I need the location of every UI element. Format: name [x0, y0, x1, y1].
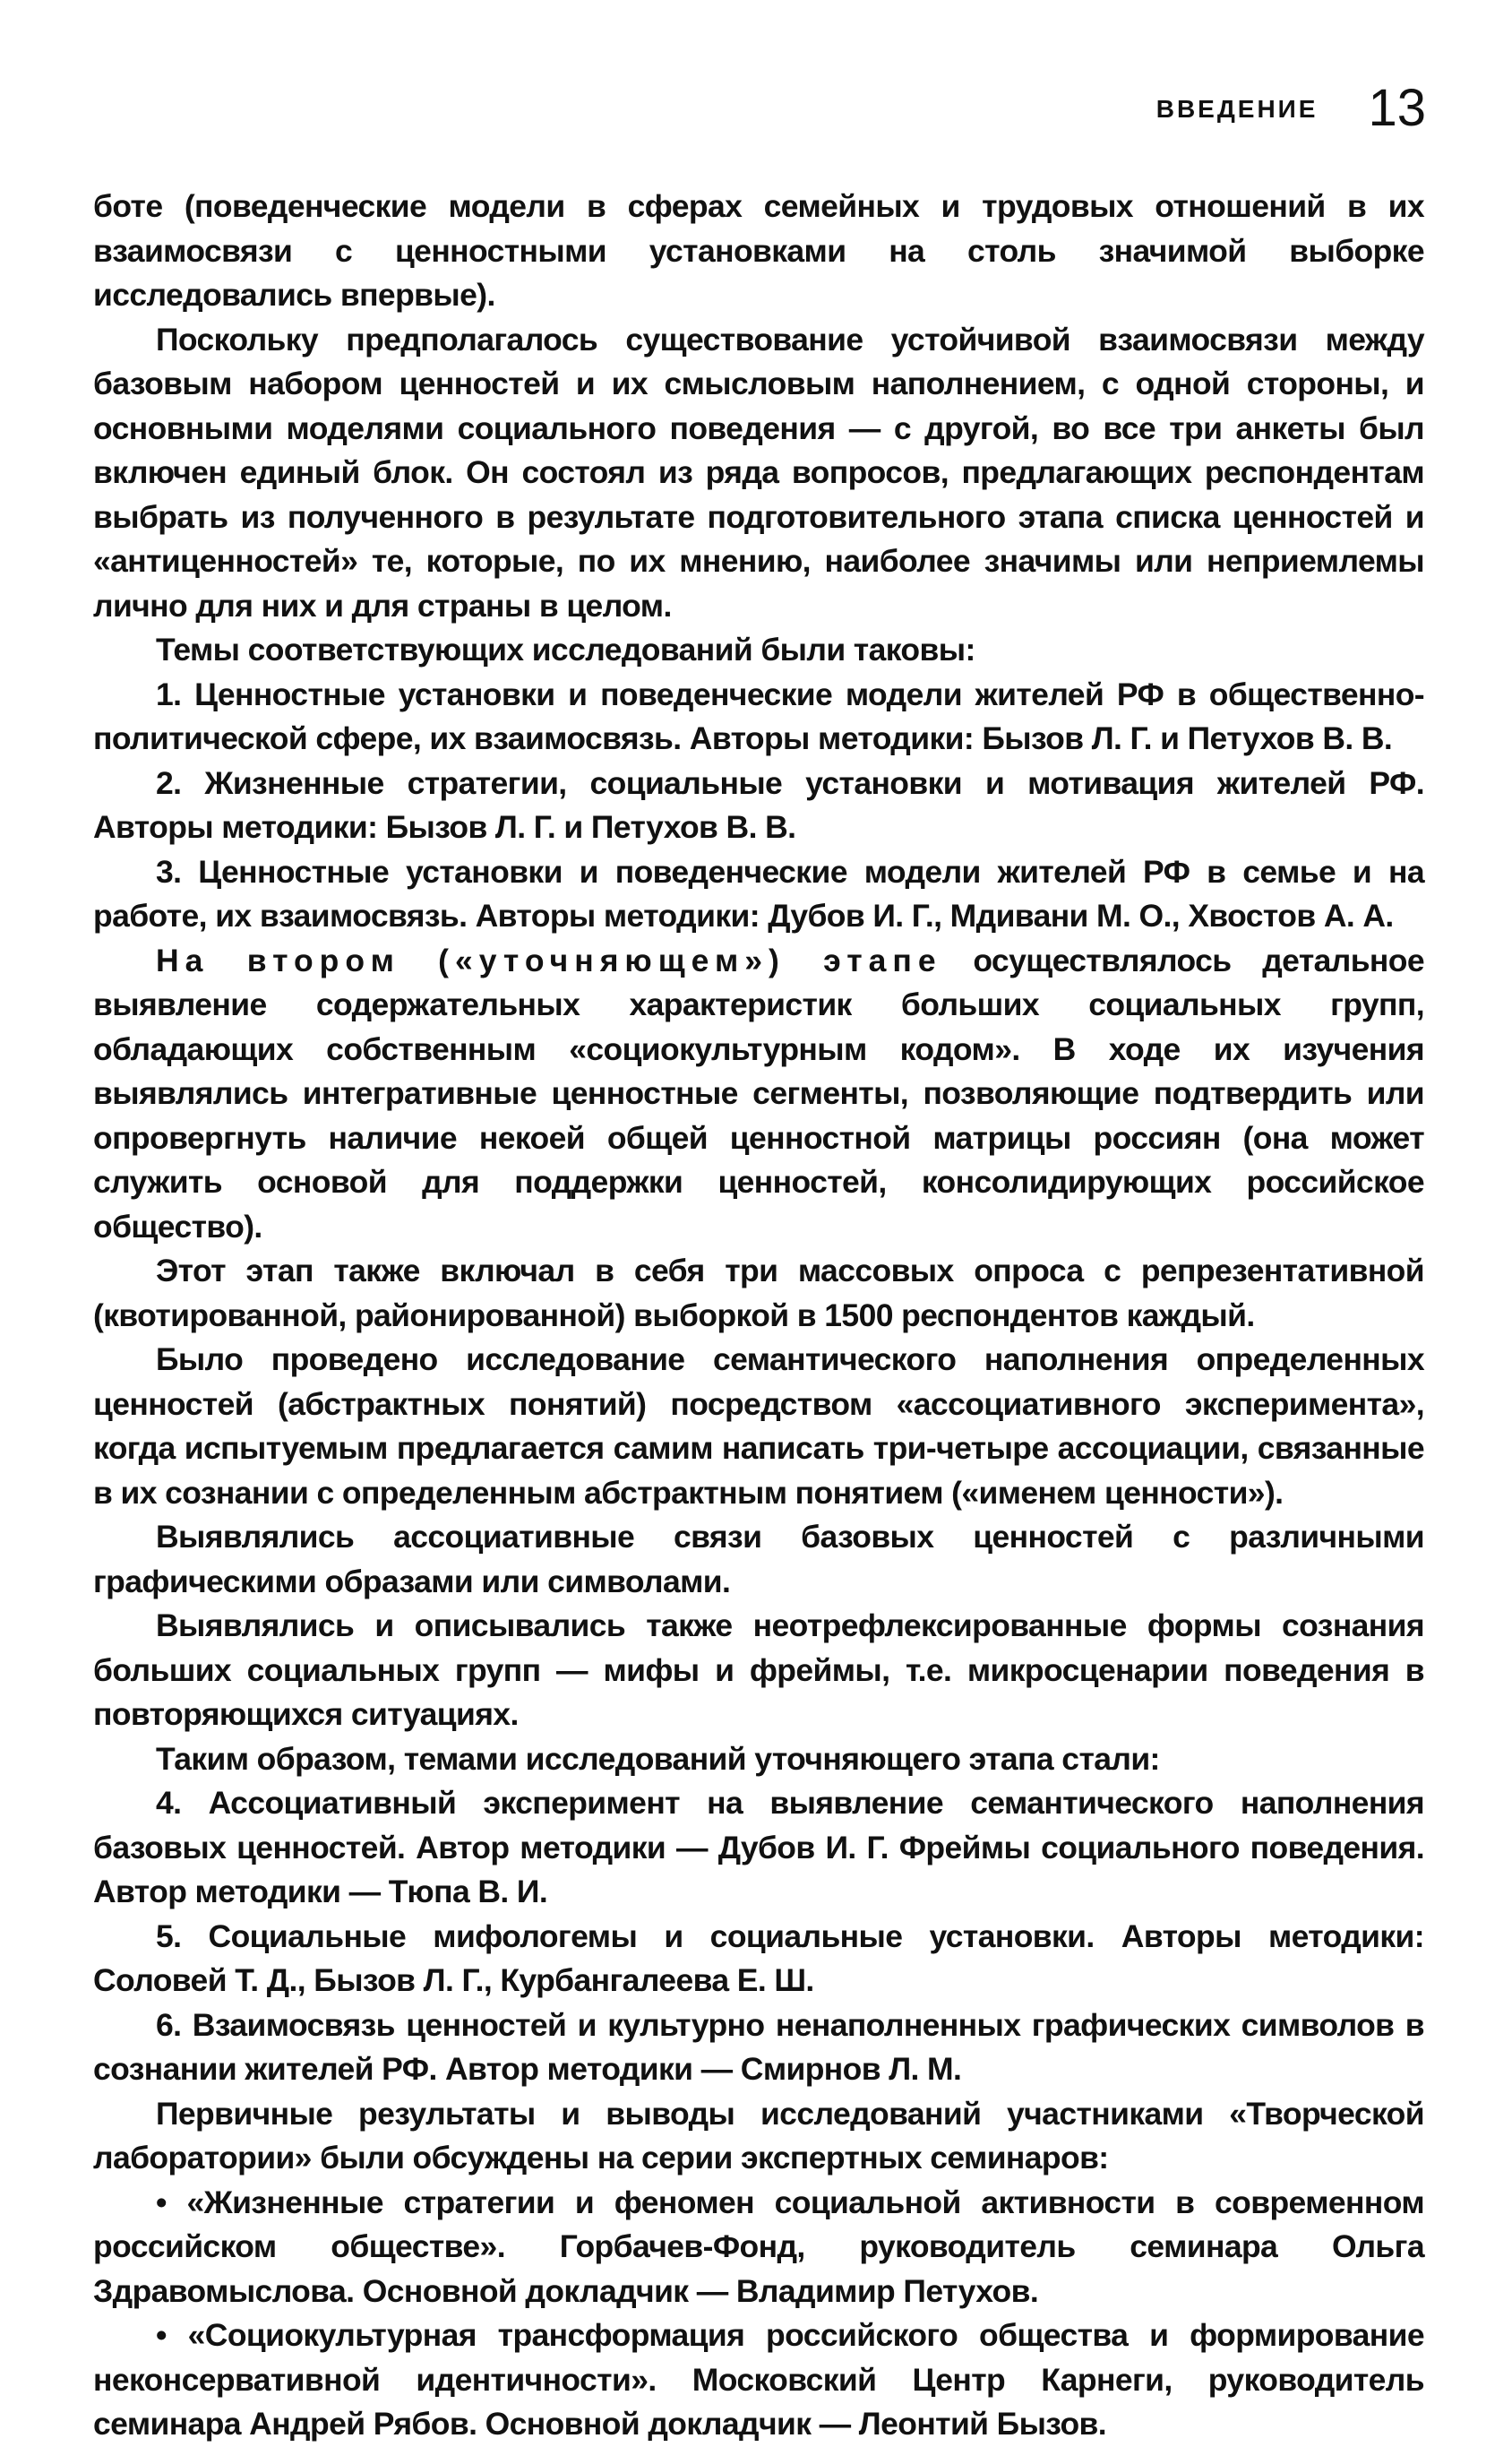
- list-item-topic-4: 4. Ассоциативный эксперимент на выявление семантического наполнения базовых ценностей. Автор методики — Дубов И. Г. Фреймы социального поведения. Автор методики — Тюпа В. И.: [93, 1785, 1424, 1909]
- second-stage-lead: На втором («уточняющем») этапе: [156, 942, 942, 978]
- paragraph-second-stage: [93, 939, 1424, 1250]
- list-item-seminar-1: • «Жизненные стратегии и феномен социальной активности в современном российском обществе». Горбачев-Фонд, руководитель семинара Ольга Здравомыслова. Основной докладчик — Владимир Петухов.: [93, 2184, 1424, 2309]
- list-item-topic-1: 1. Ценностные установки и поведенческие модели жителей РФ в общественно-политической сфере, их взаимосвязь. Авторы методики: Бызов Л. Г. и Петухов В. В.: [93, 676, 1424, 756]
- paragraph-graphic-links: Выявлялись ассоциативные связи базовых ценностей с различными графическими образами или символами.: [93, 1519, 1424, 1599]
- paragraph-unified-block: Поскольку предполагалось существование устойчивой взаимосвязи между базовым набором ценностей и их смысловым наполнением, с одной стороны, и основными моделями социального поведения — с другой, во все три анкеты был включен единый блок. Он состоял из ряда вопросов, предлагающих респондентам выбрать из полученного в результате подготовительного этапа списка ценностей и «антиценностей» те, которые, по их мнению, наиболее значимы или неприемлемы лично для них и для страны в целом.: [93, 321, 1424, 624]
- second-stage-rest: осуществлялось детальное выявление содержательных характеристик больших социальных групп, обладающих собственным «социокультурным кодом». В ходе их изучения выявлялись интегративные ценностные сегменты, позволяющие подтвердить или опровергнуть наличие некоей общей ценностной матрицы россиян (она может служить основой для поддержки ценностей, консолидирующих российское общество).: [93, 942, 1424, 1245]
- paragraph-seminars-intro: Первичные результаты и выводы исследований участниками «Творческой лаборатории» были обсуждены на серии экспертных семинаров:: [93, 2095, 1424, 2176]
- list-item-topic-5: 5. Социальные мифологемы и социальные установки. Авторы методики: Соловей Т. Д., Бызов Л. Г., Курбангалеева Е. Ш.: [93, 1917, 1424, 1998]
- page-number: 13: [1368, 79, 1426, 137]
- list-item-topic-6: 6. Взаимосвязь ценностей и культурно ненаполненных графических символов в сознании жителей РФ. Автор методики — Смирнов Л. М.: [93, 2006, 1424, 2087]
- paragraph-three-surveys: Этот этап также включал в себя три массовых опроса с репрезентативной (квотированной, районированной) выборкой в 1500 респондентов каждый.: [93, 1253, 1424, 1333]
- running-header: [1155, 79, 1426, 137]
- paragraph-continued: боте (поведенческие модели в сферах семейных и трудовых отношений в их взаимосвязи с ценностными установками на столь значимой выборке исследовались впервые).: [93, 188, 1424, 313]
- list-item-seminar-2: • «Социокультурная трансформация российского общества и формирование неконсервативной идентичности». Московский Центр Карнеги, руководитель семинара Андрей Рябов. Основной докладчик — Леонтий Бызов.: [93, 2317, 1424, 2442]
- paragraph-myths-frames: Выявлялись и описывались также неотрефлексированные формы сознания больших социальных групп — мифы и фреймы, т.е. микросценарии поведения в повторяющихся ситуациях.: [93, 1607, 1424, 1732]
- paragraph-second-topics-intro: Таким образом, темами исследований уточняющего этапа стали:: [156, 1740, 1160, 1777]
- list-item-topic-2: 2. Жизненные стратегии, социальные установки и мотивация жителей РФ. Авторы методики: Бызов Л. Г. и Петухов В. В.: [93, 764, 1424, 845]
- paragraph-topics-intro: Темы соответствующих исследований были таковы:: [156, 632, 975, 668]
- body-text: [93, 185, 1424, 2447]
- list-item-topic-3: 3. Ценностные установки и поведенческие модели жителей РФ в семье и на работе, их взаимосвязь. Авторы методики: Дубов И. Г., Мдивани М. О., Хвостов А. А.: [93, 853, 1424, 934]
- section-title: ВВЕДЕНИЕ: [1155, 95, 1319, 123]
- paragraph-semantic-study: Было проведено исследование семантического наполнения определенных ценностей (абстрактных понятий) посредством «ассоциативного эксперимента», когда испытуемым предлагается самим написать три-четыре ассоциации, связанные в их сознании с определенным абстрактным понятием («именем ценности»).: [93, 1341, 1424, 1511]
